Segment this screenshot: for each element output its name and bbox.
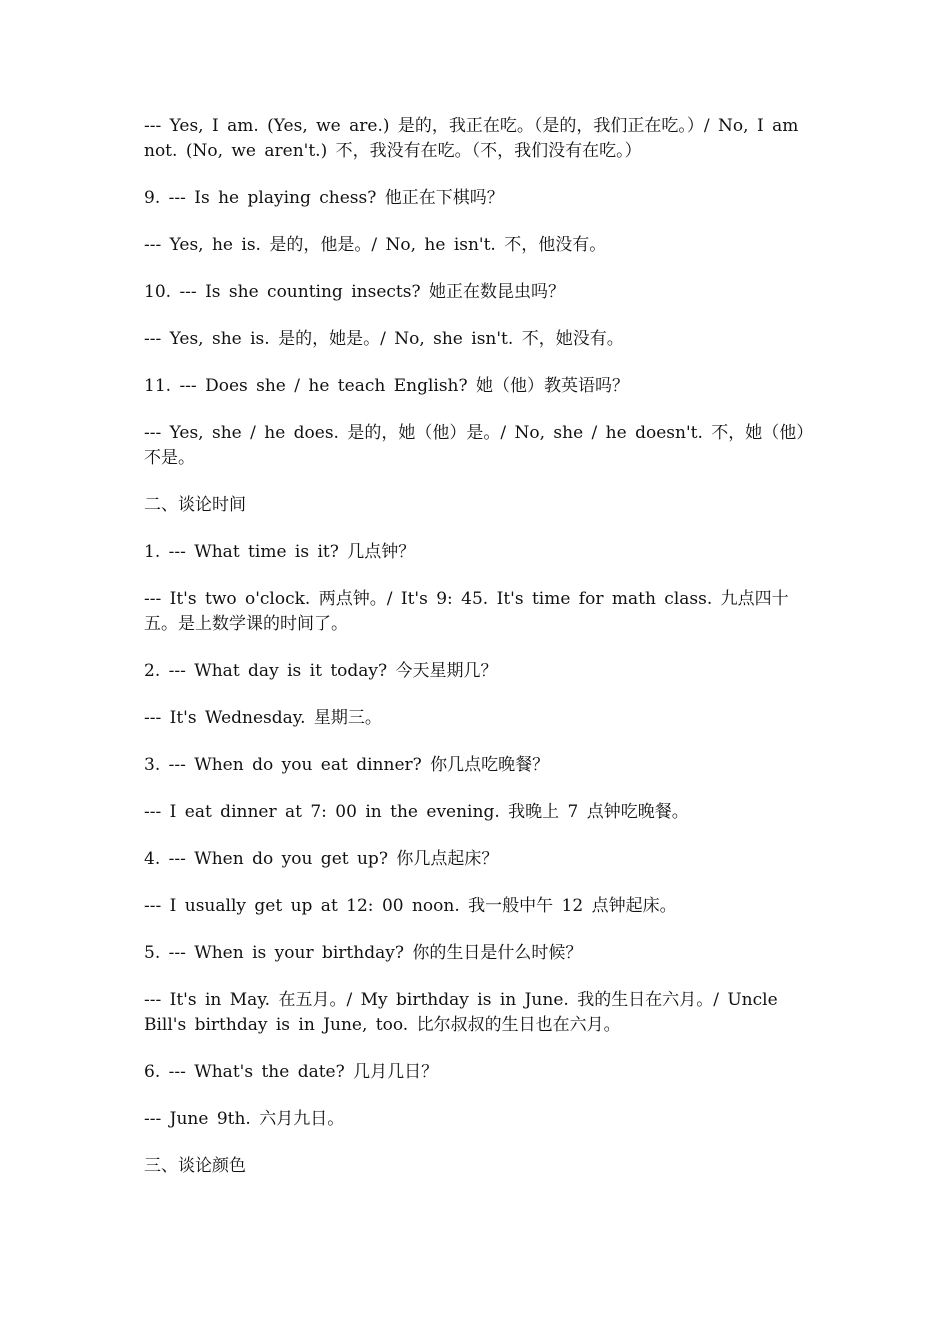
time-answer-5: --- It's in May. 在五月。/ My birthday is in June. 我的生日在六月。/ Uncle Bill's birthday is in June, too. 比尔叔叔的生日也在六月。 xyxy=(144,990,778,1035)
question-9: 9. --- Is he playing chess? 他正在下棋吗？ xyxy=(144,188,504,208)
time-question-1: 1. --- What time is it? 几点钟？ xyxy=(144,542,416,562)
time-question-5: 5. --- When is your birthday? 你的生日是什么时候？ xyxy=(144,943,583,963)
time-answer-2: --- It's Wednesday. 星期三。 xyxy=(144,708,382,728)
section-heading-time: 二、谈论时间 xyxy=(144,495,246,515)
time-answer-6: --- June 9th. 六月九日。 xyxy=(144,1109,345,1129)
time-answer-1: --- It's two o'clock. 两点钟。/ It's 9: 45. It's time for math class. 九点四十五。是上数学课的时间了。 xyxy=(144,589,789,634)
answer-line: --- Yes, I am. (Yes, we are.) 是的，我正在吃。（是的，我们正在吃。）/ No, I am not. (No, we aren't.) 不，我没有在吃。（不，我们没有在吃。） xyxy=(144,116,799,161)
answer-9: --- Yes, he is. 是的，他是。/ No, he isn't. 不，他没有。 xyxy=(144,235,607,255)
time-question-3: 3. --- When do you eat dinner? 你几点吃晚餐？ xyxy=(144,755,550,775)
time-question-4: 4. --- When do you get up? 你几点起床？ xyxy=(144,849,499,869)
question-11: 11. --- Does she / he teach English? 她（他）教英语吗？ xyxy=(144,376,630,396)
section-heading-color: 三、谈论颜色 xyxy=(144,1156,246,1176)
time-answer-4: --- I usually get up at 12: 00 noon. 我一般中午 12 点钟起床。 xyxy=(144,896,677,916)
answer-11: --- Yes, she / he does. 是的，她（他）是。/ No, she / he doesn't. 不，她（他）不是。 xyxy=(144,423,805,468)
answer-10: --- Yes, she is. 是的，她是。/ No, she isn't. 不，她没有。 xyxy=(144,329,624,349)
document-body xyxy=(144,114,808,1201)
time-answer-3: --- I eat dinner at 7: 00 in the evening. 我晚上 7 点钟吃晚餐。 xyxy=(144,802,689,822)
question-10: 10. --- Is she counting insects? 她正在数昆虫吗？ xyxy=(144,282,565,302)
time-question-6: 6. --- What's the date? 几月几日？ xyxy=(144,1062,439,1082)
time-question-2: 2. --- What day is it today? 今天星期几？ xyxy=(144,661,498,681)
